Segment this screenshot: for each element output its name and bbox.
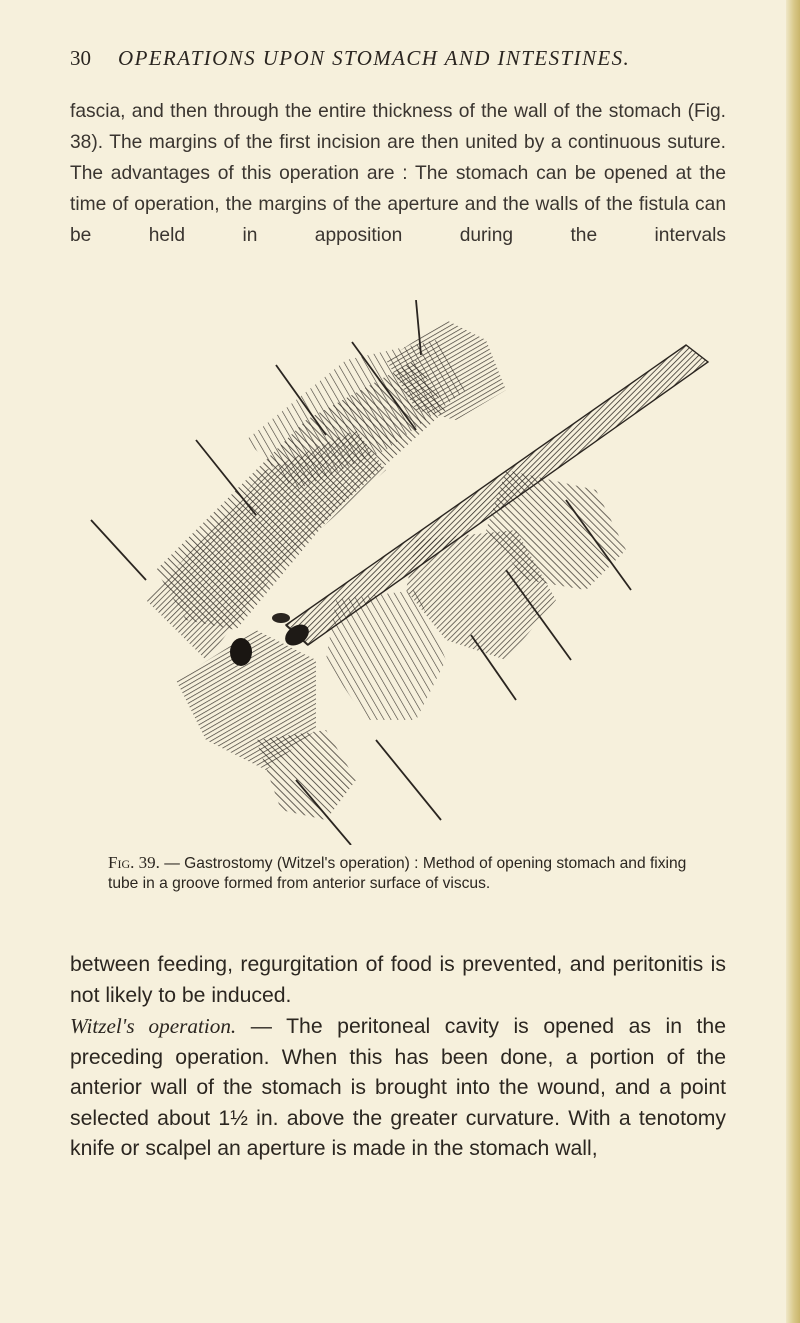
- top-paragraph: fascia, and then through the entire thickness of the wall of the stomach (Fig. 38). The margins of the first incision are then united by a continuous suture. The advantages of this operation are : The stomach can be opened at the time of operation, the margins of the aperture and the walls of the fistula can be held in apposition during the intervals: [70, 101, 726, 246]
- continuation-paragraph: between feeding, regurgitation of food is prevented, and peritonitis is not likely to be induced.: [70, 953, 726, 1007]
- figure-caption: [108, 853, 698, 894]
- running-head: OPERATIONS UPON STOMACH AND INTESTINES.: [118, 46, 631, 70]
- section-body: — The peritoneal cavity is opened as in the preceding operation. When this has been done, a portion of the anterior wall of the stomach is brought into the wound, and a point selected about 1½ in. above the greater curvature. With a tenotomy knife or scalpel an aperture is made in the stomach wall,: [70, 1015, 726, 1160]
- page-edge: [786, 0, 800, 1323]
- page-number: 30: [70, 46, 91, 70]
- section-title: Witzel's operation.: [70, 1014, 237, 1038]
- figure-label: Fig. 39.: [108, 853, 160, 872]
- figure-caption-text: — Gastrostomy (Witzel's operation) : Method of opening stomach and fixing tube in a groove formed from anterior surface of viscus.: [108, 855, 687, 892]
- bottom-text: [70, 950, 726, 1165]
- witzel-paragraph: [70, 1011, 726, 1165]
- page-header: [70, 46, 730, 76]
- figure-39: [86, 300, 716, 845]
- engraving-gastrostomy-icon: [86, 300, 716, 845]
